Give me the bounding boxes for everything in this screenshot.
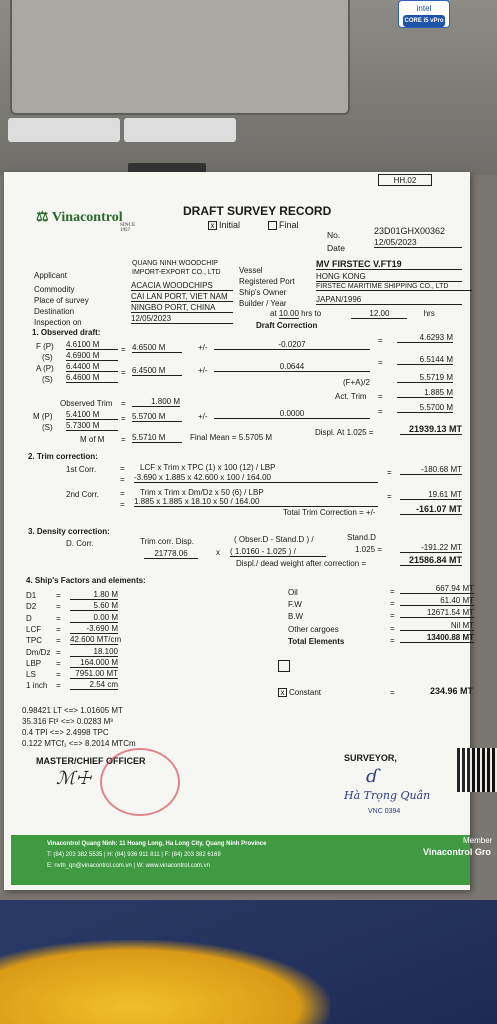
- section-trim-correction: 2. Trim correction:: [28, 452, 98, 461]
- first-corr-result: -180.68 MT: [400, 465, 462, 475]
- factor-value: 5.60 M: [70, 601, 118, 611]
- f-plus-minus: +/-: [198, 343, 208, 352]
- factor-label: Dm/Dz: [26, 647, 51, 657]
- element-equals: =: [390, 587, 395, 596]
- no-label: No.: [327, 230, 341, 240]
- factor-equals: =: [56, 624, 61, 634]
- master-signature: ℳ☩: [56, 768, 92, 789]
- factor-equals: =: [56, 602, 61, 612]
- section-ship-factors: 4. Ship's Factors and elements:: [26, 576, 146, 585]
- fa2-value: 5.5719 M: [397, 373, 453, 383]
- element-value: 61.40 MT: [400, 596, 474, 606]
- a-mean: 6.4500 M: [132, 366, 182, 376]
- applicant-value: QUANG NINH WOODCHIP: [132, 260, 218, 267]
- qr-code: [457, 748, 497, 792]
- factor-label: D2: [26, 602, 37, 612]
- factor-equals: =: [56, 613, 61, 623]
- builder-label: Builder / Year: [239, 299, 287, 308]
- ap-value: 6.4400 M: [66, 362, 118, 372]
- second-corr-values: 1.885 x 1.885 x 18.10 x 50 / 164.00: [134, 497, 378, 507]
- place-label: Place of survey: [34, 296, 89, 305]
- a-plus-minus: +/-: [198, 366, 208, 375]
- inspection-value: 12/05/2023: [131, 314, 233, 324]
- element-label: F.W: [288, 600, 302, 609]
- surveyor-signature: ɗ: [366, 766, 379, 787]
- density-header-3: Stand.D: [347, 533, 376, 542]
- ap-label: A (P): [36, 364, 54, 373]
- mp-value: 5.4100 M: [66, 410, 118, 420]
- surveyor-name: Hà Trọng Quân: [344, 789, 431, 802]
- factor-value: -3.690 M: [70, 624, 118, 634]
- factor-value: 18.100: [70, 647, 118, 657]
- factor-value: 2.54 cm: [70, 680, 118, 690]
- blank-checkbox: [278, 660, 290, 672]
- touchpad: [10, 0, 350, 115]
- applicant-value-2: IMPORT-EXPORT CO., LTD: [132, 269, 221, 276]
- m-plus-minus: +/-: [198, 412, 208, 421]
- element-equals: =: [390, 599, 395, 608]
- f-result: 4.6293 M: [397, 333, 453, 343]
- first-corr-label: 1st Corr.: [66, 465, 97, 474]
- laptop-base: [0, 0, 497, 175]
- displ-after-correction-value: 21586.84 MT: [400, 555, 462, 566]
- a-correction: 0.0644: [214, 362, 370, 372]
- factor-equals: =: [56, 670, 61, 680]
- as-label: (S): [42, 375, 53, 384]
- footer-email: E: nvth_qn@vinacontrol.com.vn | W: www.vinacontrol.com.vn: [47, 863, 210, 869]
- owner-label: Ship's Owner: [239, 288, 287, 297]
- footer-phone: T: (84) 203 382 5535 | H: (84) 936 911 811 | F: (84) 203 382 6169: [47, 852, 221, 858]
- factor-label: 1 inch: [26, 681, 48, 691]
- second-corr-header: Trim x Trim x Dm/Dz x 50 (6) / LBP: [140, 488, 264, 497]
- commodity-value: ACACIA WOODCHIPS: [131, 281, 233, 291]
- initial-checkbox: x Initial: [208, 220, 240, 230]
- vessel-value: MV FIRSTEC V.FT19: [316, 259, 462, 270]
- mofm-label: M of M: [80, 435, 105, 444]
- conversion-line: 0.122 MTCf₁ <=> 8.2014 MTCm: [22, 739, 136, 748]
- factor-value: 7951.00 MT: [70, 669, 118, 679]
- first-corr-values: -3.690 x 1.885 x 42.600 x 100 / 164.00: [134, 473, 378, 483]
- final-checkbox: Final: [268, 220, 299, 230]
- act-trim-label: Act. Trim: [335, 392, 367, 401]
- master-label: MASTER/CHIEF OFFICER: [36, 756, 146, 766]
- factor-label: D: [26, 613, 32, 623]
- displ-after-correction-label: Displ./ dead weight after correction =: [236, 559, 367, 568]
- vinacontrol-logo: ⚖ Vinacontrol SINCE 1957: [36, 210, 136, 233]
- fs-label: (S): [42, 353, 53, 362]
- element-label: Oil: [288, 588, 298, 597]
- destination-value: NINGBO PORT, CHINA: [131, 303, 233, 313]
- element-equals: =: [390, 624, 395, 633]
- no-value: 23D01GHX00362: [374, 226, 446, 236]
- factor-label: LCF: [26, 624, 42, 634]
- date-value: 12/05/2023: [374, 237, 462, 248]
- factor-equals: =: [56, 647, 61, 657]
- registered-port-value: HONG KONG: [316, 272, 462, 282]
- inspection-label: Inspection on: [34, 318, 82, 327]
- factor-value: 1.80 M: [70, 590, 118, 600]
- commodity-label: Commodity: [34, 285, 75, 294]
- form-reference: HH.02: [378, 174, 432, 186]
- element-value: Nil MT: [400, 621, 474, 631]
- fa2-label: (F+A)/2: [343, 378, 370, 387]
- ship-stamp: [100, 748, 180, 816]
- element-value: 667.94 MT: [400, 584, 474, 594]
- touchpad-left-button: [8, 118, 120, 142]
- factor-equals: =: [56, 636, 61, 646]
- displ-label: Displ. At 1.025 =: [315, 428, 374, 437]
- element-label: Other cargoes: [288, 625, 339, 634]
- vessel-label: Vessel: [239, 266, 263, 275]
- mofm-value: 5.5710 M: [132, 433, 182, 443]
- conversion-line: 0.98421 LT <=> 1.01605 MT: [22, 706, 123, 715]
- document-title: DRAFT SURVEY RECORD: [183, 204, 332, 218]
- factor-value: 0.00 M: [70, 613, 118, 623]
- constant-value: 234.96 MT: [430, 686, 474, 696]
- constant-checkbox: x Constant: [278, 688, 321, 697]
- f-mean: 4.6500 M: [132, 343, 182, 353]
- density-corr-label: D. Corr.: [66, 539, 94, 548]
- place-value: CAI LAN PORT, VIET NAM: [131, 292, 233, 302]
- density-header-1: Trim corr. Disp.: [140, 537, 194, 546]
- conversion-line: 0.4 TPI <=> 2.4998 TPC: [22, 728, 109, 737]
- draft-correction-heading: Draft Correction: [256, 321, 318, 330]
- conversion-line: 35.316 Ft³ <=> 0.0283 M³: [22, 717, 113, 726]
- destination-label: Destination: [34, 307, 75, 316]
- observed-trim-label: Observed Trim: [60, 399, 113, 408]
- footer-group: Vinacontrol Gro: [423, 847, 491, 857]
- as-value: 6.4600 M: [66, 373, 118, 383]
- fp-value: 4.6100 M: [66, 340, 118, 350]
- factor-label: LS: [26, 670, 36, 680]
- survey-time: at 10.00 hrs to 12.00 hrs: [270, 309, 435, 318]
- m-mean: 5.5700 M: [132, 412, 182, 422]
- footer-address: Vinacontrol Quang Ninh: 11 Hoang Long, Ha Long City, Quang Ninh Province: [47, 841, 267, 847]
- second-corr-result: 19.61 MT: [400, 490, 462, 500]
- yellow-fabric: [0, 940, 330, 1024]
- density-ratio: ( 1.0160 - 1.025 ) /: [230, 547, 326, 557]
- registered-port-label: Registered Port: [239, 277, 295, 286]
- factor-value: 164.000 M: [70, 658, 118, 668]
- element-label: Total Elements: [288, 637, 345, 646]
- footer-member: Member: [463, 836, 493, 845]
- builder-value: JAPAN/1996: [316, 295, 462, 305]
- observed-trim-value: 1.800 M: [132, 397, 180, 407]
- section-density-correction: 3. Density correction:: [28, 527, 110, 536]
- final-mean: Final Mean = 5.5705 M: [190, 433, 273, 442]
- element-equals: =: [390, 636, 395, 645]
- total-trim-correction-value: -161.07 MT: [400, 504, 462, 515]
- density-stand: 1.025 =: [355, 545, 382, 554]
- element-label: B.W: [288, 612, 304, 621]
- first-corr-header: LCF x Trim x TPC (1) x 100 (12) / LBP: [140, 463, 276, 472]
- mp-label: M (P): [33, 412, 53, 421]
- ms-value: 5.7300 M: [66, 421, 118, 431]
- factor-label: TPC: [26, 636, 42, 646]
- density-times: x: [216, 548, 220, 557]
- factor-value: 42.600 MT/cm: [70, 635, 122, 645]
- date-label: Date: [327, 243, 345, 253]
- applicant-label: Applicant: [34, 271, 67, 280]
- m-correction: 0.0000: [214, 409, 370, 419]
- density-disp-value: 21778.06: [144, 549, 198, 559]
- m-result: 5.5700 M: [397, 403, 453, 413]
- factor-equals: =: [56, 591, 61, 600]
- density-header-2: ( Obser.D - Stand.D ) /: [234, 535, 314, 544]
- factor-label: LBP: [26, 658, 42, 668]
- section-observed-draft: 1. Observed draft:: [32, 328, 101, 337]
- displ-value: 21939.13 MT: [400, 424, 462, 435]
- factor-equals: =: [56, 658, 61, 668]
- document-footer: [11, 835, 493, 885]
- total-trim-correction-label: Total Trim Correction = +/-: [283, 508, 376, 517]
- intel-sticker: intel CORE i5 vPro: [398, 0, 450, 28]
- element-value: 12671.54 MT: [400, 608, 474, 618]
- element-value: 13400.88 MT: [400, 633, 474, 643]
- act-trim-value: 1.885 M: [397, 388, 453, 398]
- surveyor-id: VNC 0394: [368, 808, 401, 815]
- factor-equals: =: [56, 681, 61, 691]
- a-result: 6.5144 M: [397, 355, 453, 365]
- ms-label: (S): [42, 423, 53, 432]
- owner-value: FIRSTEC MARITIME SHIPPING CO., LTD: [316, 283, 472, 291]
- density-result: -191.22 MT: [400, 543, 462, 553]
- factor-label: D1: [26, 591, 37, 600]
- element-equals: =: [390, 611, 395, 620]
- f-correction: -0.0207: [214, 340, 370, 350]
- touchpad-right-button: [124, 118, 236, 142]
- fp-label: F (P): [36, 342, 54, 351]
- fs-value: 4.6900 M: [66, 351, 118, 361]
- surveyor-label: SURVEYOR,: [344, 753, 397, 763]
- second-corr-label: 2nd Corr.: [66, 490, 99, 499]
